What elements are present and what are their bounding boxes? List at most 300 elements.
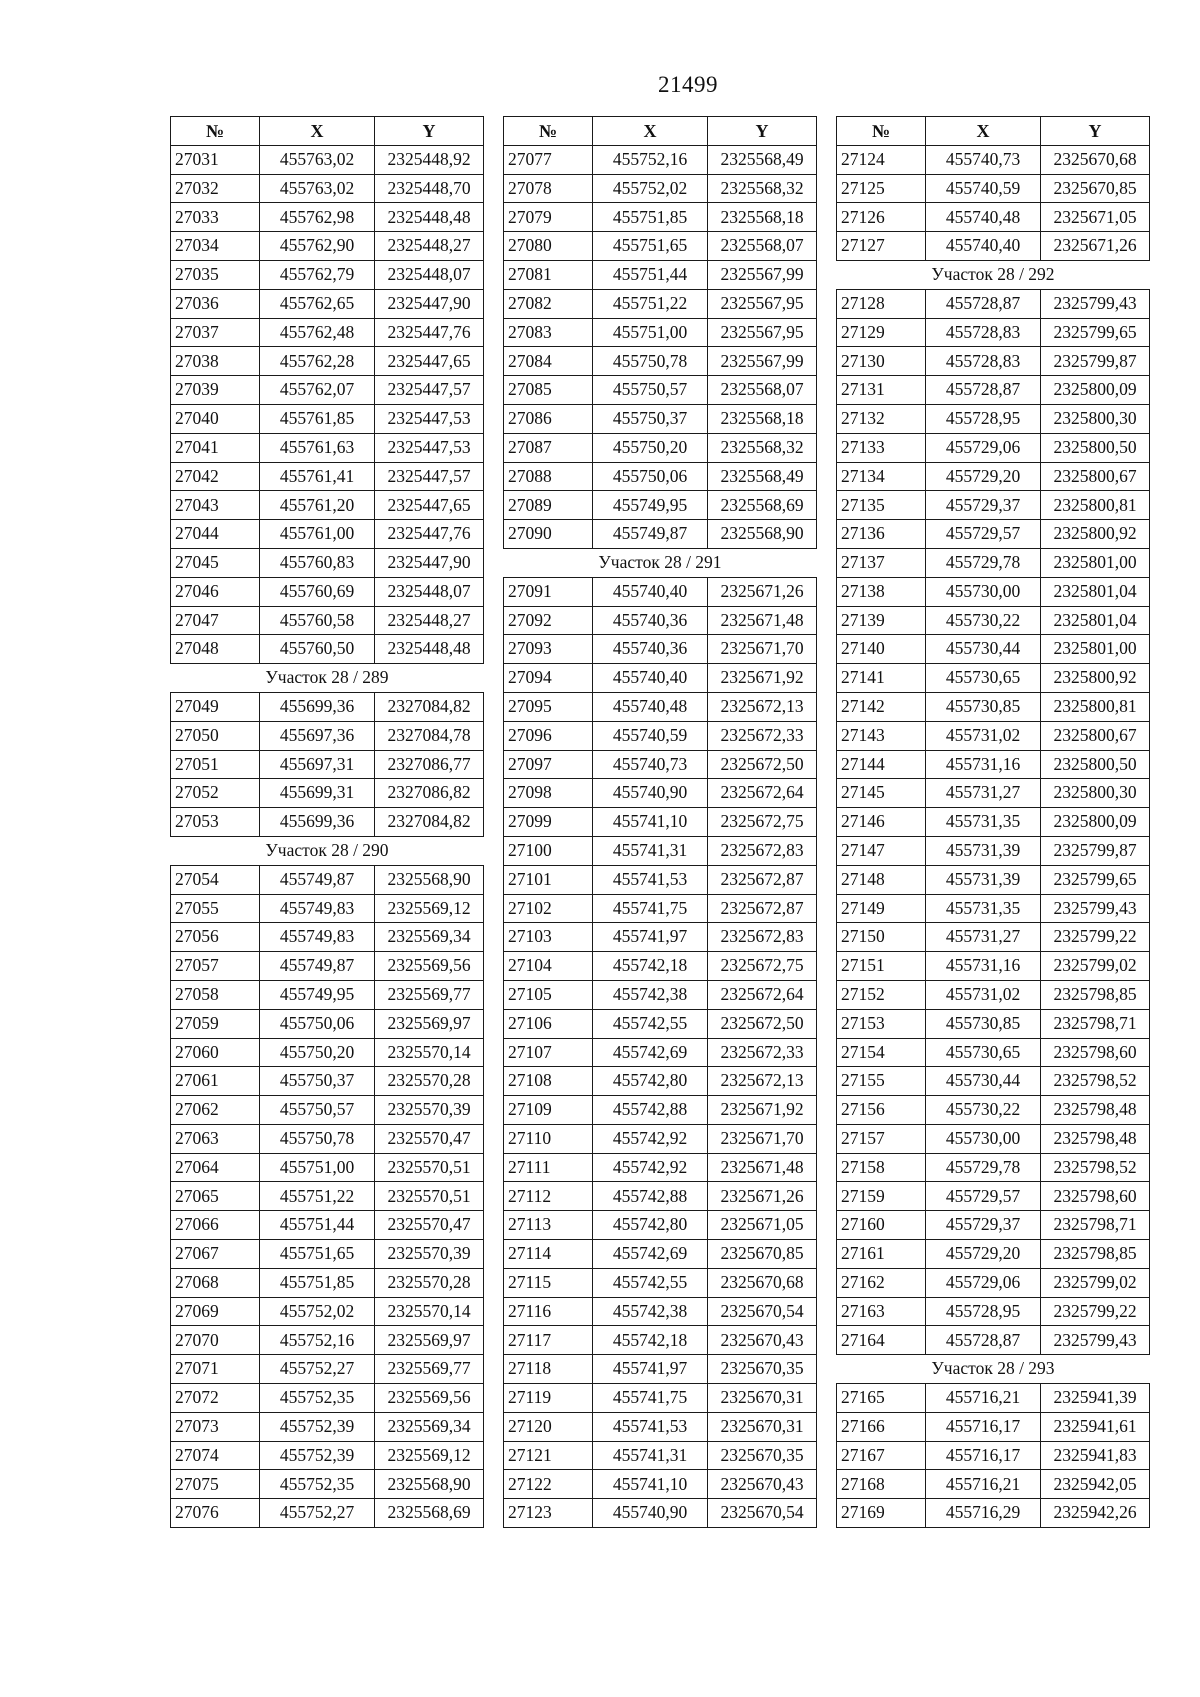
- table-row: [171, 1384, 484, 1413]
- coordinates-table-3: [836, 116, 1150, 1528]
- x-coordinate-cell: 455742,69: [593, 1038, 708, 1067]
- x-coordinate-cell: 455742,80: [593, 1211, 708, 1240]
- point-number-cell: 27045: [171, 548, 260, 577]
- point-number-cell: 27127: [837, 232, 926, 261]
- table-row: [504, 1470, 817, 1499]
- x-coordinate-cell: 455730,44: [926, 1067, 1041, 1096]
- y-coordinate-cell: 2325799,43: [1041, 1326, 1150, 1355]
- x-coordinate-cell: 455731,02: [926, 980, 1041, 1009]
- point-number-cell: 27068: [171, 1268, 260, 1297]
- table-row: [504, 260, 817, 289]
- table-row: [504, 1240, 817, 1269]
- plot-section-label: Участок 28 / 293: [837, 1355, 1150, 1384]
- table-row: [504, 1326, 817, 1355]
- table-row: [837, 1038, 1150, 1067]
- point-number-cell: 27043: [171, 491, 260, 520]
- y-coordinate-cell: 2325672,64: [708, 779, 817, 808]
- y-coordinate-cell: 2325798,85: [1041, 1240, 1150, 1269]
- point-number-cell: 27031: [171, 145, 260, 174]
- point-number-cell: 27095: [504, 692, 593, 721]
- y-coordinate-cell: 2325671,48: [708, 1153, 817, 1182]
- x-coordinate-cell: 455740,73: [926, 145, 1041, 174]
- table-row: [171, 1326, 484, 1355]
- y-coordinate-cell: 2325568,49: [708, 145, 817, 174]
- y-coordinate-cell: 2325671,05: [708, 1211, 817, 1240]
- x-coordinate-cell: 455761,20: [260, 491, 375, 520]
- y-coordinate-cell: 2325448,07: [375, 577, 484, 606]
- x-coordinate-cell: 455752,35: [260, 1384, 375, 1413]
- table-row: [171, 980, 484, 1009]
- y-coordinate-cell: 2325671,05: [1041, 203, 1150, 232]
- y-coordinate-cell: 2325570,28: [375, 1067, 484, 1096]
- table-row: [171, 1009, 484, 1038]
- table-row: [171, 404, 484, 433]
- table-row: [504, 376, 817, 405]
- y-coordinate-cell: 2325569,77: [375, 1355, 484, 1384]
- y-coordinate-cell: 2325799,22: [1041, 923, 1150, 952]
- point-number-cell: 27039: [171, 376, 260, 405]
- table-row: [171, 635, 484, 664]
- x-coordinate-cell: 455729,78: [926, 1153, 1041, 1182]
- point-number-cell: 27142: [837, 692, 926, 721]
- y-coordinate-cell: 2325447,57: [375, 462, 484, 491]
- x-coordinate-cell: 455749,83: [260, 894, 375, 923]
- y-coordinate-cell: 2325569,97: [375, 1009, 484, 1038]
- x-coordinate-cell: 455729,57: [926, 520, 1041, 549]
- x-coordinate-cell: 455763,02: [260, 145, 375, 174]
- y-coordinate-cell: 2325941,61: [1041, 1412, 1150, 1441]
- y-coordinate-cell: 2325671,48: [708, 606, 817, 635]
- x-coordinate-cell: 455741,75: [593, 894, 708, 923]
- x-coordinate-cell: 455742,88: [593, 1182, 708, 1211]
- point-number-cell: 27120: [504, 1412, 593, 1441]
- y-coordinate-cell: 2325672,33: [708, 1038, 817, 1067]
- table-row: [171, 203, 484, 232]
- y-coordinate-cell: 2325800,30: [1041, 779, 1150, 808]
- x-coordinate-cell: 455740,59: [926, 174, 1041, 203]
- y-coordinate-cell: 2325448,27: [375, 232, 484, 261]
- table-row: [504, 1067, 817, 1096]
- x-coordinate-cell: 455728,87: [926, 1326, 1041, 1355]
- point-number-cell: 27128: [837, 289, 926, 318]
- table-row: [171, 1124, 484, 1153]
- y-coordinate-cell: 2325567,95: [708, 318, 817, 347]
- point-number-cell: 27145: [837, 779, 926, 808]
- table-row: [171, 1412, 484, 1441]
- point-number-cell: 27087: [504, 433, 593, 462]
- table-header-row: [837, 117, 1150, 146]
- point-number-cell: 27089: [504, 491, 593, 520]
- x-coordinate-cell: 455728,87: [926, 376, 1041, 405]
- point-number-cell: 27113: [504, 1211, 593, 1240]
- table-row: [837, 894, 1150, 923]
- point-number-cell: 27101: [504, 865, 593, 894]
- table-row: [837, 462, 1150, 491]
- y-coordinate-cell: 2325799,43: [1041, 894, 1150, 923]
- table-row: [504, 1182, 817, 1211]
- table-row: [837, 808, 1150, 837]
- table-row: [171, 1182, 484, 1211]
- point-number-cell: 27167: [837, 1441, 926, 1470]
- table-row: [171, 692, 484, 721]
- table-row: [837, 1211, 1150, 1240]
- point-number-cell: 27126: [837, 203, 926, 232]
- table-row: [171, 808, 484, 837]
- table-row: [171, 606, 484, 635]
- x-coordinate-cell: 455729,78: [926, 548, 1041, 577]
- x-coordinate-cell: 455762,90: [260, 232, 375, 261]
- column-header-y: Y: [708, 117, 817, 146]
- y-coordinate-cell: 2325447,90: [375, 289, 484, 318]
- table-row: [171, 1240, 484, 1269]
- coordinates-table-1: [170, 116, 484, 1528]
- table-row: [171, 491, 484, 520]
- column-header-number: №: [171, 117, 260, 146]
- table-row: [837, 289, 1150, 318]
- y-coordinate-cell: 2325672,50: [708, 1009, 817, 1038]
- y-coordinate-cell: 2325448,70: [375, 174, 484, 203]
- x-coordinate-cell: 455741,53: [593, 865, 708, 894]
- x-coordinate-cell: 455741,31: [593, 1441, 708, 1470]
- y-coordinate-cell: 2325570,39: [375, 1240, 484, 1269]
- section-row: [837, 260, 1150, 289]
- x-coordinate-cell: 455730,00: [926, 577, 1041, 606]
- point-number-cell: 27117: [504, 1326, 593, 1355]
- point-number-cell: 27137: [837, 548, 926, 577]
- y-coordinate-cell: 2325570,47: [375, 1124, 484, 1153]
- point-number-cell: 27152: [837, 980, 926, 1009]
- point-number-cell: 27096: [504, 721, 593, 750]
- point-number-cell: 27147: [837, 836, 926, 865]
- table-row: [837, 1067, 1150, 1096]
- point-number-cell: 27062: [171, 1096, 260, 1125]
- point-number-cell: 27135: [837, 491, 926, 520]
- y-coordinate-cell: 2325800,81: [1041, 692, 1150, 721]
- table-row: [171, 289, 484, 318]
- point-number-cell: 27129: [837, 318, 926, 347]
- point-number-cell: 27155: [837, 1067, 926, 1096]
- x-coordinate-cell: 455752,16: [593, 145, 708, 174]
- x-coordinate-cell: 455728,95: [926, 1297, 1041, 1326]
- x-coordinate-cell: 455751,85: [593, 203, 708, 232]
- table-row: [504, 520, 817, 549]
- table-header-row: [171, 117, 484, 146]
- point-number-cell: 27161: [837, 1240, 926, 1269]
- x-coordinate-cell: 455750,57: [593, 376, 708, 405]
- y-coordinate-cell: 2325569,34: [375, 1412, 484, 1441]
- point-number-cell: 27141: [837, 664, 926, 693]
- x-coordinate-cell: 455749,95: [593, 491, 708, 520]
- point-number-cell: 27118: [504, 1355, 593, 1384]
- x-coordinate-cell: 455740,59: [593, 721, 708, 750]
- section-row: [171, 836, 484, 865]
- table-row: [171, 1096, 484, 1125]
- point-number-cell: 27049: [171, 692, 260, 721]
- x-coordinate-cell: 455729,37: [926, 1211, 1041, 1240]
- x-coordinate-cell: 455699,36: [260, 692, 375, 721]
- table-row: [837, 1153, 1150, 1182]
- table-row: [504, 865, 817, 894]
- table-row: [837, 1182, 1150, 1211]
- y-coordinate-cell: 2325568,49: [708, 462, 817, 491]
- point-number-cell: 27148: [837, 865, 926, 894]
- section-row: [837, 1355, 1150, 1384]
- table-row: [504, 174, 817, 203]
- point-number-cell: 27115: [504, 1268, 593, 1297]
- table-row: [504, 491, 817, 520]
- y-coordinate-cell: 2325799,65: [1041, 865, 1150, 894]
- y-coordinate-cell: 2325670,85: [1041, 174, 1150, 203]
- column-header-x: X: [260, 117, 375, 146]
- y-coordinate-cell: 2327084,82: [375, 808, 484, 837]
- x-coordinate-cell: 455751,85: [260, 1268, 375, 1297]
- point-number-cell: 27082: [504, 289, 593, 318]
- y-coordinate-cell: 2325671,70: [708, 635, 817, 664]
- point-number-cell: 27040: [171, 404, 260, 433]
- table-row: [504, 1441, 817, 1470]
- y-coordinate-cell: 2325447,53: [375, 404, 484, 433]
- point-number-cell: 27059: [171, 1009, 260, 1038]
- point-number-cell: 27111: [504, 1153, 593, 1182]
- x-coordinate-cell: 455742,80: [593, 1067, 708, 1096]
- point-number-cell: 27119: [504, 1384, 593, 1413]
- x-coordinate-cell: 455751,44: [260, 1211, 375, 1240]
- x-coordinate-cell: 455741,97: [593, 923, 708, 952]
- point-number-cell: 27072: [171, 1384, 260, 1413]
- y-coordinate-cell: 2325799,02: [1041, 952, 1150, 981]
- x-coordinate-cell: 455761,85: [260, 404, 375, 433]
- x-coordinate-cell: 455742,38: [593, 980, 708, 1009]
- table-row: [504, 1124, 817, 1153]
- x-coordinate-cell: 455763,02: [260, 174, 375, 203]
- point-number-cell: 27123: [504, 1499, 593, 1528]
- table-row: [837, 952, 1150, 981]
- x-coordinate-cell: 455731,27: [926, 779, 1041, 808]
- x-coordinate-cell: 455730,65: [926, 1038, 1041, 1067]
- x-coordinate-cell: 455762,28: [260, 347, 375, 376]
- y-coordinate-cell: 2325567,99: [708, 260, 817, 289]
- x-coordinate-cell: 455740,36: [593, 606, 708, 635]
- y-coordinate-cell: 2325942,26: [1041, 1499, 1150, 1528]
- point-number-cell: 27041: [171, 433, 260, 462]
- x-coordinate-cell: 455749,87: [260, 952, 375, 981]
- y-coordinate-cell: 2325570,51: [375, 1182, 484, 1211]
- y-coordinate-cell: 2325672,33: [708, 721, 817, 750]
- y-coordinate-cell: 2325671,26: [708, 1182, 817, 1211]
- y-coordinate-cell: 2325570,47: [375, 1211, 484, 1240]
- table-row: [504, 1038, 817, 1067]
- table-row: [837, 1096, 1150, 1125]
- x-coordinate-cell: 455742,88: [593, 1096, 708, 1125]
- point-number-cell: 27116: [504, 1297, 593, 1326]
- table-row: [837, 404, 1150, 433]
- x-coordinate-cell: 455730,85: [926, 1009, 1041, 1038]
- y-coordinate-cell: 2325568,69: [708, 491, 817, 520]
- point-number-cell: 27109: [504, 1096, 593, 1125]
- y-coordinate-cell: 2325448,07: [375, 260, 484, 289]
- point-number-cell: 27077: [504, 145, 593, 174]
- point-number-cell: 27098: [504, 779, 593, 808]
- y-coordinate-cell: 2325801,00: [1041, 548, 1150, 577]
- point-number-cell: 27163: [837, 1297, 926, 1326]
- x-coordinate-cell: 455750,78: [593, 347, 708, 376]
- table-row: [837, 318, 1150, 347]
- x-coordinate-cell: 455751,65: [593, 232, 708, 261]
- plot-section-label: Участок 28 / 291: [504, 548, 817, 577]
- y-coordinate-cell: 2325568,32: [708, 433, 817, 462]
- x-coordinate-cell: 455740,40: [593, 577, 708, 606]
- point-number-cell: 27083: [504, 318, 593, 347]
- column-header-number: №: [837, 117, 926, 146]
- x-coordinate-cell: 455731,02: [926, 721, 1041, 750]
- x-coordinate-cell: 455762,48: [260, 318, 375, 347]
- x-coordinate-cell: 455749,87: [260, 865, 375, 894]
- point-number-cell: 27154: [837, 1038, 926, 1067]
- table-row: [837, 433, 1150, 462]
- y-coordinate-cell: 2327086,77: [375, 750, 484, 779]
- point-number-cell: 27061: [171, 1067, 260, 1096]
- y-coordinate-cell: 2325799,87: [1041, 836, 1150, 865]
- y-coordinate-cell: 2325569,12: [375, 1441, 484, 1470]
- table-row: [171, 520, 484, 549]
- y-coordinate-cell: 2325800,50: [1041, 750, 1150, 779]
- point-number-cell: 27057: [171, 952, 260, 981]
- y-coordinate-cell: 2325799,43: [1041, 289, 1150, 318]
- table-row: [837, 1499, 1150, 1528]
- x-coordinate-cell: 455762,65: [260, 289, 375, 318]
- table-row: [504, 779, 817, 808]
- x-coordinate-cell: 455728,83: [926, 347, 1041, 376]
- point-number-cell: 27124: [837, 145, 926, 174]
- y-coordinate-cell: 2325448,48: [375, 203, 484, 232]
- x-coordinate-cell: 455716,21: [926, 1384, 1041, 1413]
- x-coordinate-cell: 455740,40: [593, 664, 708, 693]
- point-number-cell: 27058: [171, 980, 260, 1009]
- column-header-number: №: [504, 117, 593, 146]
- table-row: [837, 232, 1150, 261]
- table-row: [837, 376, 1150, 405]
- x-coordinate-cell: 455741,31: [593, 836, 708, 865]
- y-coordinate-cell: 2325447,76: [375, 520, 484, 549]
- table-row: [837, 1268, 1150, 1297]
- table-row: [171, 779, 484, 808]
- x-coordinate-cell: 455731,39: [926, 865, 1041, 894]
- y-coordinate-cell: 2325568,90: [375, 865, 484, 894]
- table-row: [837, 1384, 1150, 1413]
- table-row: [504, 347, 817, 376]
- point-number-cell: 27035: [171, 260, 260, 289]
- y-coordinate-cell: 2325568,90: [708, 520, 817, 549]
- point-number-cell: 27075: [171, 1470, 260, 1499]
- x-coordinate-cell: 455731,35: [926, 808, 1041, 837]
- table-row: [171, 260, 484, 289]
- point-number-cell: 27153: [837, 1009, 926, 1038]
- point-number-cell: 27143: [837, 721, 926, 750]
- x-coordinate-cell: 455729,06: [926, 1268, 1041, 1297]
- x-coordinate-cell: 455731,27: [926, 923, 1041, 952]
- table-row: [504, 318, 817, 347]
- point-number-cell: 27140: [837, 635, 926, 664]
- x-coordinate-cell: 455752,39: [260, 1412, 375, 1441]
- table-row: [837, 174, 1150, 203]
- y-coordinate-cell: 2325570,14: [375, 1038, 484, 1067]
- y-coordinate-cell: 2325568,07: [708, 376, 817, 405]
- point-number-cell: 27048: [171, 635, 260, 664]
- table-row: [504, 750, 817, 779]
- x-coordinate-cell: 455730,22: [926, 1096, 1041, 1125]
- x-coordinate-cell: 455750,06: [260, 1009, 375, 1038]
- table-row: [171, 1441, 484, 1470]
- point-number-cell: 27033: [171, 203, 260, 232]
- y-coordinate-cell: 2325569,77: [375, 980, 484, 1009]
- table-row: [837, 577, 1150, 606]
- table-row: [171, 1153, 484, 1182]
- table-row: [171, 1499, 484, 1528]
- x-coordinate-cell: 455760,50: [260, 635, 375, 664]
- y-coordinate-cell: 2325570,14: [375, 1297, 484, 1326]
- y-coordinate-cell: 2325672,75: [708, 952, 817, 981]
- y-coordinate-cell: 2325569,12: [375, 894, 484, 923]
- x-coordinate-cell: 455752,02: [260, 1297, 375, 1326]
- x-coordinate-cell: 455760,69: [260, 577, 375, 606]
- x-coordinate-cell: 455730,85: [926, 692, 1041, 721]
- table-row: [504, 952, 817, 981]
- point-number-cell: 27156: [837, 1096, 926, 1125]
- y-coordinate-cell: 2325448,92: [375, 145, 484, 174]
- point-number-cell: 27094: [504, 664, 593, 693]
- point-number-cell: 27102: [504, 894, 593, 923]
- point-number-cell: 27136: [837, 520, 926, 549]
- point-number-cell: 27055: [171, 894, 260, 923]
- y-coordinate-cell: 2325670,43: [708, 1470, 817, 1499]
- table-row: [504, 980, 817, 1009]
- table-row: [171, 318, 484, 347]
- y-coordinate-cell: 2325670,31: [708, 1412, 817, 1441]
- y-coordinate-cell: 2325799,22: [1041, 1297, 1150, 1326]
- y-coordinate-cell: 2325671,26: [708, 577, 817, 606]
- y-coordinate-cell: 2325671,92: [708, 664, 817, 693]
- x-coordinate-cell: 455750,57: [260, 1096, 375, 1125]
- plot-section-label: Участок 28 / 289: [171, 664, 484, 693]
- table-row: [504, 232, 817, 261]
- y-coordinate-cell: 2325942,05: [1041, 1470, 1150, 1499]
- table-row: [837, 664, 1150, 693]
- table-row: [837, 491, 1150, 520]
- x-coordinate-cell: 455729,37: [926, 491, 1041, 520]
- y-coordinate-cell: 2325447,57: [375, 376, 484, 405]
- point-number-cell: 27107: [504, 1038, 593, 1067]
- table-row: [171, 1470, 484, 1499]
- x-coordinate-cell: 455716,21: [926, 1470, 1041, 1499]
- x-coordinate-cell: 455752,27: [260, 1499, 375, 1528]
- x-coordinate-cell: 455741,10: [593, 808, 708, 837]
- x-coordinate-cell: 455740,48: [926, 203, 1041, 232]
- point-number-cell: 27114: [504, 1240, 593, 1269]
- x-coordinate-cell: 455752,27: [260, 1355, 375, 1384]
- point-number-cell: 27090: [504, 520, 593, 549]
- point-number-cell: 27158: [837, 1153, 926, 1182]
- point-number-cell: 27074: [171, 1441, 260, 1470]
- point-number-cell: 27134: [837, 462, 926, 491]
- x-coordinate-cell: 455730,22: [926, 606, 1041, 635]
- x-coordinate-cell: 455749,87: [593, 520, 708, 549]
- y-coordinate-cell: 2325798,71: [1041, 1009, 1150, 1038]
- point-number-cell: 27067: [171, 1240, 260, 1269]
- table-row: [504, 1355, 817, 1384]
- point-number-cell: 27125: [837, 174, 926, 203]
- point-number-cell: 27138: [837, 577, 926, 606]
- y-coordinate-cell: 2325670,54: [708, 1499, 817, 1528]
